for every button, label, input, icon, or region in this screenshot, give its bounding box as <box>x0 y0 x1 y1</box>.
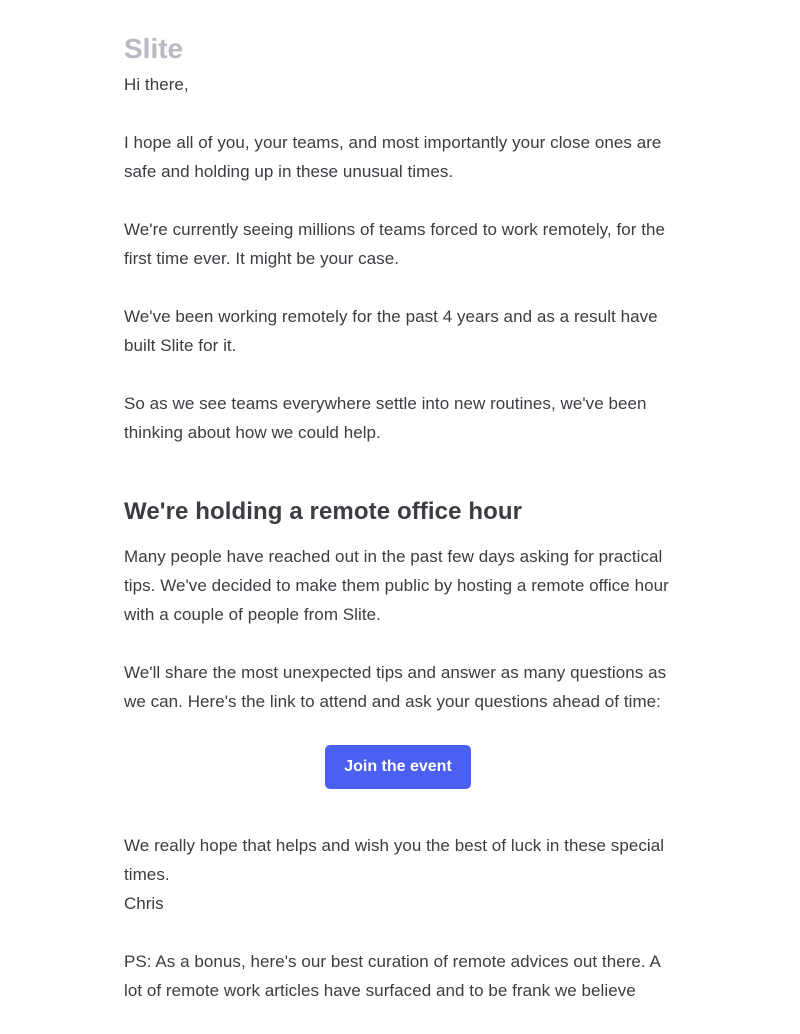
postscript-text: PS: As a bonus, here's our best curation of remote advices out there. A lot of remote work articles have surfaced and to be frank we believe <box>124 952 660 1000</box>
slite-logo <box>124 30 672 64</box>
email-body <box>124 30 672 1034</box>
intro-paragraph: So as we see teams everywhere settle into new routines, we've been thinking about how we could help. <box>124 394 647 442</box>
join-event-button[interactable]: Join the event <box>325 745 471 789</box>
svg-text:Slite: Slite <box>124 33 184 64</box>
greeting-text: Hi there, <box>124 75 189 94</box>
closing-text: We really hope that helps and wish you the best of luck in these special times. <box>124 836 665 884</box>
intro-paragraph: I hope all of you, your teams, and most importantly your close ones are safe and holding up in these unusual times. <box>124 133 662 181</box>
signature-name: Chris <box>124 894 164 913</box>
slite-logo-mark <box>124 30 194 64</box>
intro-paragraph: We've been working remotely for the past 4 years and as a result have built Slite for it. <box>124 307 658 355</box>
intro-paragraph: We're currently seeing millions of teams forced to work remotely, for the first time ever. It might be your case. <box>124 220 666 268</box>
cta-container <box>124 745 672 789</box>
section-paragraph: Many people have reached out in the past few days asking for practical tips. We've decided to make them public by hosting a remote office hour with a couple of people from Slite. <box>124 547 669 624</box>
section-paragraph: We'll share the most unexpected tips and answer as many questions as we can. Here's the link to attend and ask your questions ahead of time: <box>124 663 667 711</box>
section-heading: We're holding a remote office hour <box>124 498 523 525</box>
